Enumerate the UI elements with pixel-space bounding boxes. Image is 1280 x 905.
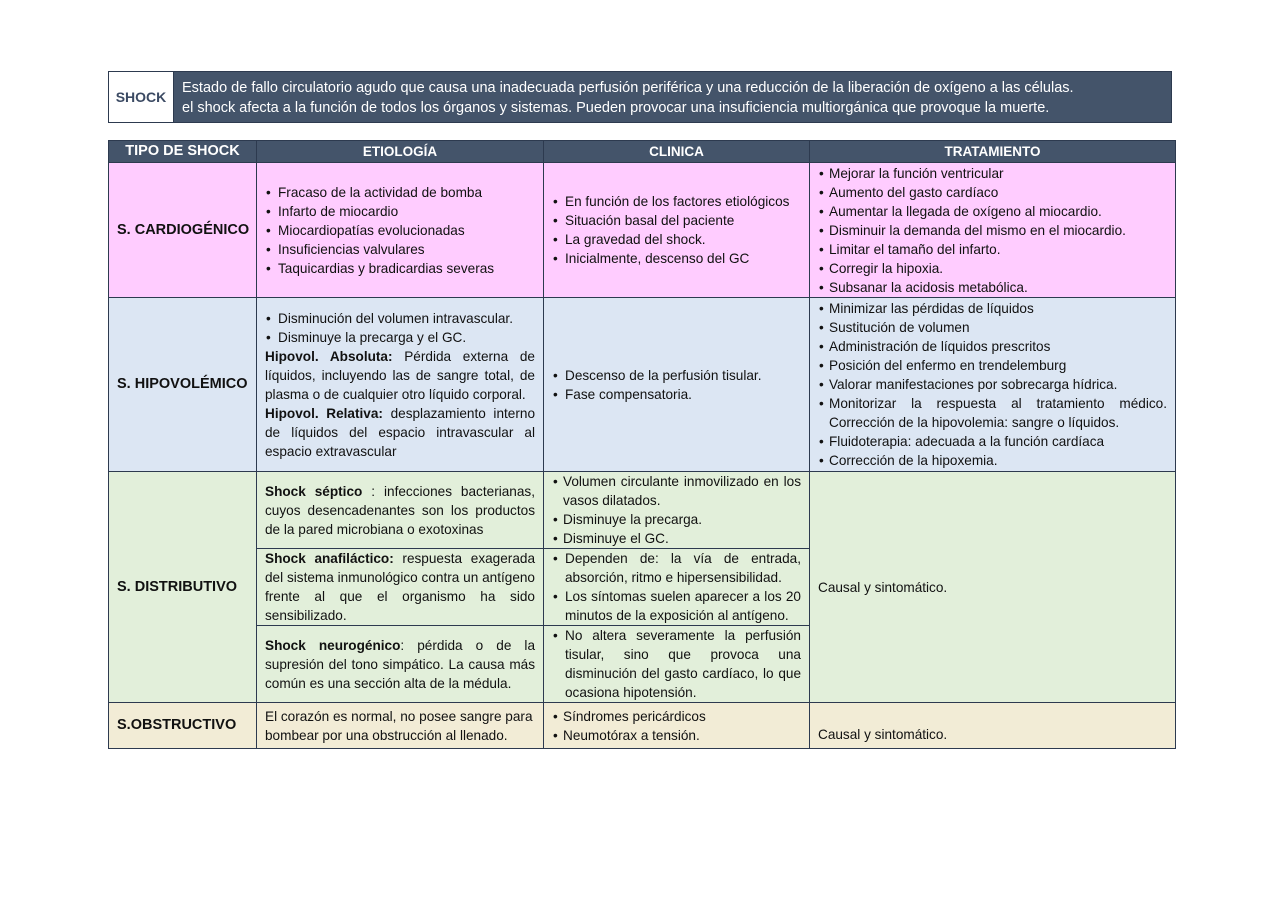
list-item: • Aumentar la llegada de oxígeno al miocardio. [818, 202, 1167, 221]
list-item: • Limitar el tamaño del infarto. [818, 240, 1167, 259]
table-row-distributivo-septico [109, 472, 1176, 549]
cardiogenico-tratamiento [810, 163, 1176, 298]
hipovol-relativa-label: Hipovol. Relativa: [265, 405, 383, 421]
list-item: • Disminución del volumen intravascular. [265, 309, 535, 328]
definition-line-1: Estado de fallo circulatorio agudo que causa una inadecuada perfusión periférica y una reducción de la liberación de oxígeno a las células. [182, 80, 1074, 96]
column-header-tratamiento: TRATAMIENTO [810, 141, 1176, 163]
list-item: • Sustitución de volumen [818, 318, 1167, 337]
septico-text: : infecciones bacterianas, cuyos desencadenantes son los productos de la pared microbiana o exotoxinas [265, 483, 535, 537]
list-item: • Fase compensatoria. [552, 385, 801, 404]
list-item: • Fluidoterapia: adecuada a la función cardíaca [818, 432, 1167, 451]
list-item: • Taquicardias y bradicardias severas [265, 259, 535, 278]
list-item: • Inicialmente, descenso del GC [552, 249, 801, 268]
list-item: • Disminuye la precarga. [552, 510, 801, 529]
list-item: • Fracaso de la actividad de bomba [265, 183, 535, 202]
definition-header [108, 71, 1172, 123]
list-item: • Posición del enfermo en trendelemburg [818, 356, 1167, 375]
septico-etiologia [257, 472, 544, 549]
table-row-cardiogenico [109, 163, 1176, 298]
neurogenico-clinica [544, 626, 810, 703]
column-header-clinica: CLINICA [544, 141, 810, 163]
anafilactico-label: Shock anafiláctico: [265, 551, 394, 566]
column-header-tipo: TIPO DE SHOCK [109, 141, 257, 163]
list-item: • Subsanar la acidosis metabólica. [818, 278, 1167, 297]
obstructivo-etiologia-text: El corazón es normal, no posee sangre para bombear por una obstrucción al llenado. [265, 708, 533, 743]
list-item: • Neumotórax a tensión. [552, 726, 801, 745]
list-item: • Corregir la hipoxia. [818, 259, 1167, 278]
list-item: • Disminuye el GC. [552, 529, 801, 548]
definition-line-2: el shock afecta a la función de todos los órganos y sistemas. Pueden provocar una insuficiencia multiorgánica que provoque la muerte. [182, 100, 1050, 116]
shock-types-table [108, 140, 1176, 749]
list-item: • Insuficiencias valvulares [265, 240, 535, 259]
hipovolemico-etiologia [257, 298, 544, 472]
list-item: • Volumen circulante inmovilizado en los vasos dilatados. [552, 472, 801, 510]
hipovolemico-tratamiento [810, 298, 1176, 472]
list-item: • Minimizar las pérdidas de líquidos [818, 299, 1167, 318]
list-item: • Dependen de: la vía de entrada, absorción, ritmo e hipersensibilidad. [552, 549, 801, 587]
obstructivo-etiologia [257, 703, 544, 749]
cardiogenico-etiologia [257, 163, 544, 298]
list-item: • La gravedad del shock. [552, 230, 801, 249]
table-header-row [109, 141, 1176, 163]
hipovol-absoluta-label: Hipovol. Absoluta: [265, 348, 393, 364]
septico-text-block [257, 482, 543, 539]
column-header-etiologia: ETIOLOGÍA [257, 141, 544, 163]
list-item: • Descenso de la perfusión tisular. [552, 366, 801, 385]
shock-tag: SHOCK [109, 72, 174, 122]
table-row-obstructivo [109, 703, 1176, 749]
neurogenico-text-block [257, 636, 543, 693]
obstructivo-clinica [544, 703, 810, 749]
list-item: • Situación basal del paciente [552, 211, 801, 230]
obstructivo-tratamiento [810, 703, 1176, 749]
row-name-distributivo: S. DISTRIBUTIVO [109, 472, 257, 703]
anafilactico-text-block [257, 549, 543, 625]
list-item: • Monitorizar la respuesta al tratamiento médico. Corrección de la hipovolemia: sangre o líquidos. [818, 394, 1167, 432]
list-item: • Valorar manifestaciones por sobrecarga hídrica. [818, 375, 1167, 394]
cardiogenico-clinica [544, 163, 810, 298]
shock-definition [174, 72, 1171, 122]
list-item: • Corrección de la hipoxemia. [818, 451, 1167, 470]
table-row-hipovolemico [109, 298, 1176, 472]
list-item: • Infarto de miocardio [265, 202, 535, 221]
neurogenico-text: : pérdida o de la supresión del tono simpático. La causa más común es una sección alta de la médula. [265, 637, 536, 691]
septico-clinica [544, 472, 810, 549]
list-item: • Disminuye la precarga y el GC. [265, 328, 535, 347]
hipovol-absoluta-text: Pérdida externa de líquidos, incluyendo las de sangre total, de plasma o de cualquier otro líquido corporal. [265, 348, 535, 402]
list-item: • Los síntomas suelen aparecer a los 20 minutos de la exposición al antígeno. [552, 587, 801, 625]
list-item: • Síndromes pericárdicos [552, 707, 801, 726]
distributivo-tratamiento [810, 472, 1176, 703]
list-item: • Disminuir la demanda del mismo en el miocardio. [818, 221, 1167, 240]
list-item: • Miocardiopatías evolucionadas [265, 221, 535, 240]
hipovolemico-clinica [544, 298, 810, 472]
anafilactico-etiologia [257, 549, 544, 626]
list-item: • Mejorar la función ventricular [818, 164, 1167, 183]
anafilactico-clinica [544, 549, 810, 626]
row-name-obstructivo: S.OBSTRUCTIVO [109, 703, 257, 749]
anafilactico-text: respuesta exagerada del sistema inmunológico contra un antígeno frente al que el organismo ha sido sensibilizado. [265, 551, 536, 623]
list-item: • En función de los factores etiológicos [552, 192, 801, 211]
neurogenico-etiologia [257, 626, 544, 703]
row-name-hipovolemico: S. HIPOVOLÉMICO [109, 298, 257, 472]
list-item: • No altera severamente la perfusión tisular, sino que provoca una disminución del gasto cardíaco, lo que ocasiona hipotensión. [552, 626, 801, 702]
hipovol-absoluta [257, 347, 543, 404]
hipovol-relativa-text: desplazamiento interno de líquidos del espacio intravascular al espacio extravascular [265, 405, 536, 459]
row-name-cardiogenico: S. CARDIOGÉNICO [109, 163, 257, 298]
list-item: • Administración de líquidos prescritos [818, 337, 1167, 356]
neurogenico-label: Shock neurogénico [265, 637, 401, 653]
distributivo-tratamiento-text: Causal y sintomático. [818, 579, 948, 595]
septico-label: Shock séptico [265, 483, 363, 499]
list-item: • Aumento del gasto cardíaco [818, 183, 1167, 202]
obstructivo-tratamiento-text: Causal y sintomático. [818, 727, 948, 742]
hipovol-relativa [257, 404, 543, 461]
